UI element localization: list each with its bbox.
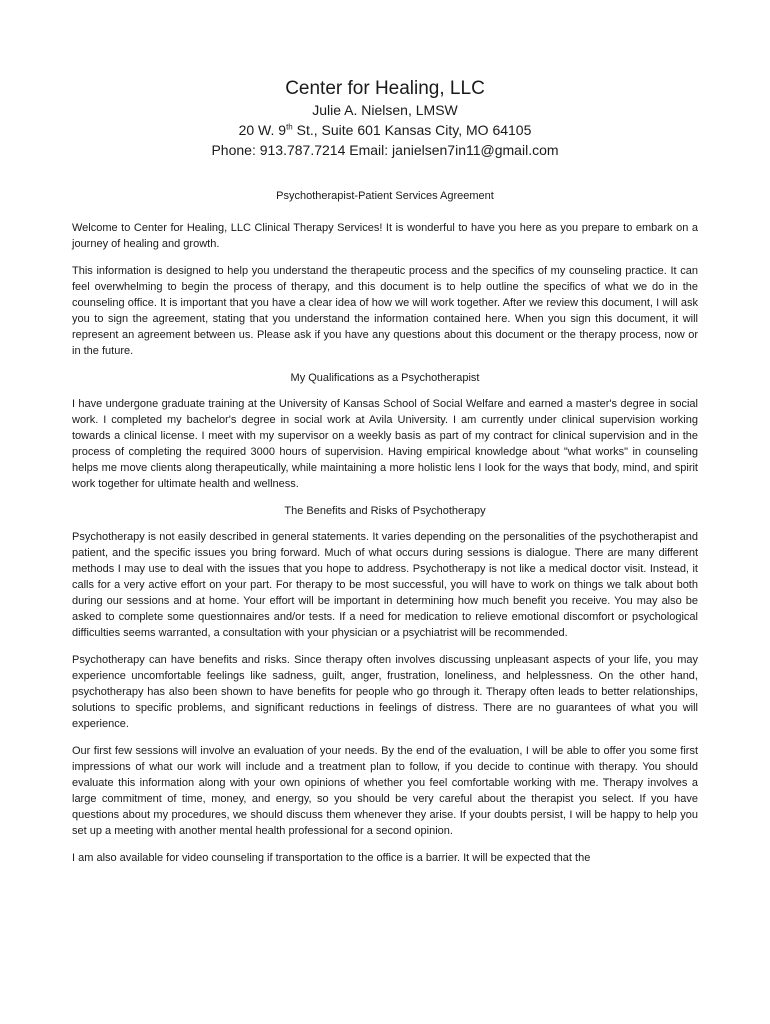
intro-paragraph: This information is designed to help you understand the therapeutic process and the specifics of my counseling practice. It can feel overwhelming to begin the process of therapy, and this document is to help outline the specifics of what we do in the counseling office. It is important that you have a clear idea of how we will work together. After we review this document, I will ask you to sign the agreement, stating that you understand the information contained here. When you sign this document, it will represent an agreement between us. Please ask if you have any questions about this document or the therapy process, now or in the future. (72, 265, 698, 357)
contact-info: Phone: 913.787.7214 Email: janielsen7in11@gmail.com (211, 142, 559, 158)
intro-paragraph: Welcome to Center for Healing, LLC Clinical Therapy Services! It is wonderful to have you here as you prepare to embark on a journey of healing and growth. (72, 222, 698, 250)
last-paragraph-line: I am also available for video counseling if transportation to the office is a barrier. It will be expected that the (72, 852, 591, 864)
address-number: 20 W. 9 (238, 122, 287, 138)
org-name: Center for Healing, LLC (285, 78, 485, 99)
address-street: St., Suite 601 Kansas City, MO 64105 (292, 122, 532, 138)
section-heading-benefits-risks: The Benefits and Risks of Psychotherapy (284, 505, 486, 517)
letterhead (72, 78, 698, 160)
benefits-paragraph: Psychotherapy is not easily described in general statements. It varies depending on the personalities of the psychotherapist and patient, and the specific issues you bring forward. Much of what occurs during sessions is dialogue. There are many different methods I may use to deal with the issues that you hope to address. Psychotherapy is not like a medical doctor visit. Instead, it calls for a very active effort on your part. For therapy to be most successful, you will have to work on things we talk about both during our sessions and at home. Your effort will be important in determining how much benefit you receive. You may also be asked to complete some questionnaires and/or tests. If a need for medication to relieve emotional discomfort or psychological difficulties seems warranted, a consultation with your physician or a psychiatrist will be recommended. (72, 531, 698, 639)
document-title: Psychotherapist-Patient Services Agreement (276, 190, 494, 202)
address-ordinal: th (286, 122, 293, 132)
section-heading-qualifications: My Qualifications as a Psychotherapist (290, 372, 480, 384)
address (72, 120, 698, 140)
qualifications-paragraph: I have undergone graduate training at the University of Kansas School of Social Welfare and earned a master's degree in social work. I completed my bachelor's degree in social work at Avila University. I am currently under clinical supervision working towards a clinical license. I meet with my supervisor on a weekly basis as part of my contract for clinical supervision and in the process of completing the required 3000 hours of supervision. Having empirical knowledge about "what works" in counseling helps me move clients along therapeutically, while maintaining a more holistic lens I look for the ways that body, mind, and spirit work together for ultimate health and wellness. (72, 398, 698, 490)
benefits-paragraph: Psychotherapy can have benefits and risks. Since therapy often involves discussing unpleasant aspects of your life, you may experience uncomfortable feelings like sadness, guilt, anger, frustration, loneliness, and helplessness. On the other hand, psychotherapy has also been shown to have benefits for people who go through it. Therapy often leads to better relationships, solutions to specific problems, and significant reductions in feelings of distress. There are no guarantees of what you will experience. (72, 654, 698, 730)
clinician-name: Julie A. Nielsen, LMSW (312, 102, 458, 118)
benefits-paragraph: Our first few sessions will involve an evaluation of your needs. By the end of the evaluation, I will be able to offer you some first impressions of what our work will include and a treatment plan to follow, if you decide to continue with therapy. You should evaluate this information along with your own opinions of whether you feel comfortable working with me. Therapy involves a large commitment of time, money, and energy, so you should be very careful about the therapist you select. If you have questions about my procedures, we should discuss them whenever they arise. If your doubts persist, I will be happy to help you set up a meeting with another mental health professional for a second opinion. (72, 745, 698, 837)
